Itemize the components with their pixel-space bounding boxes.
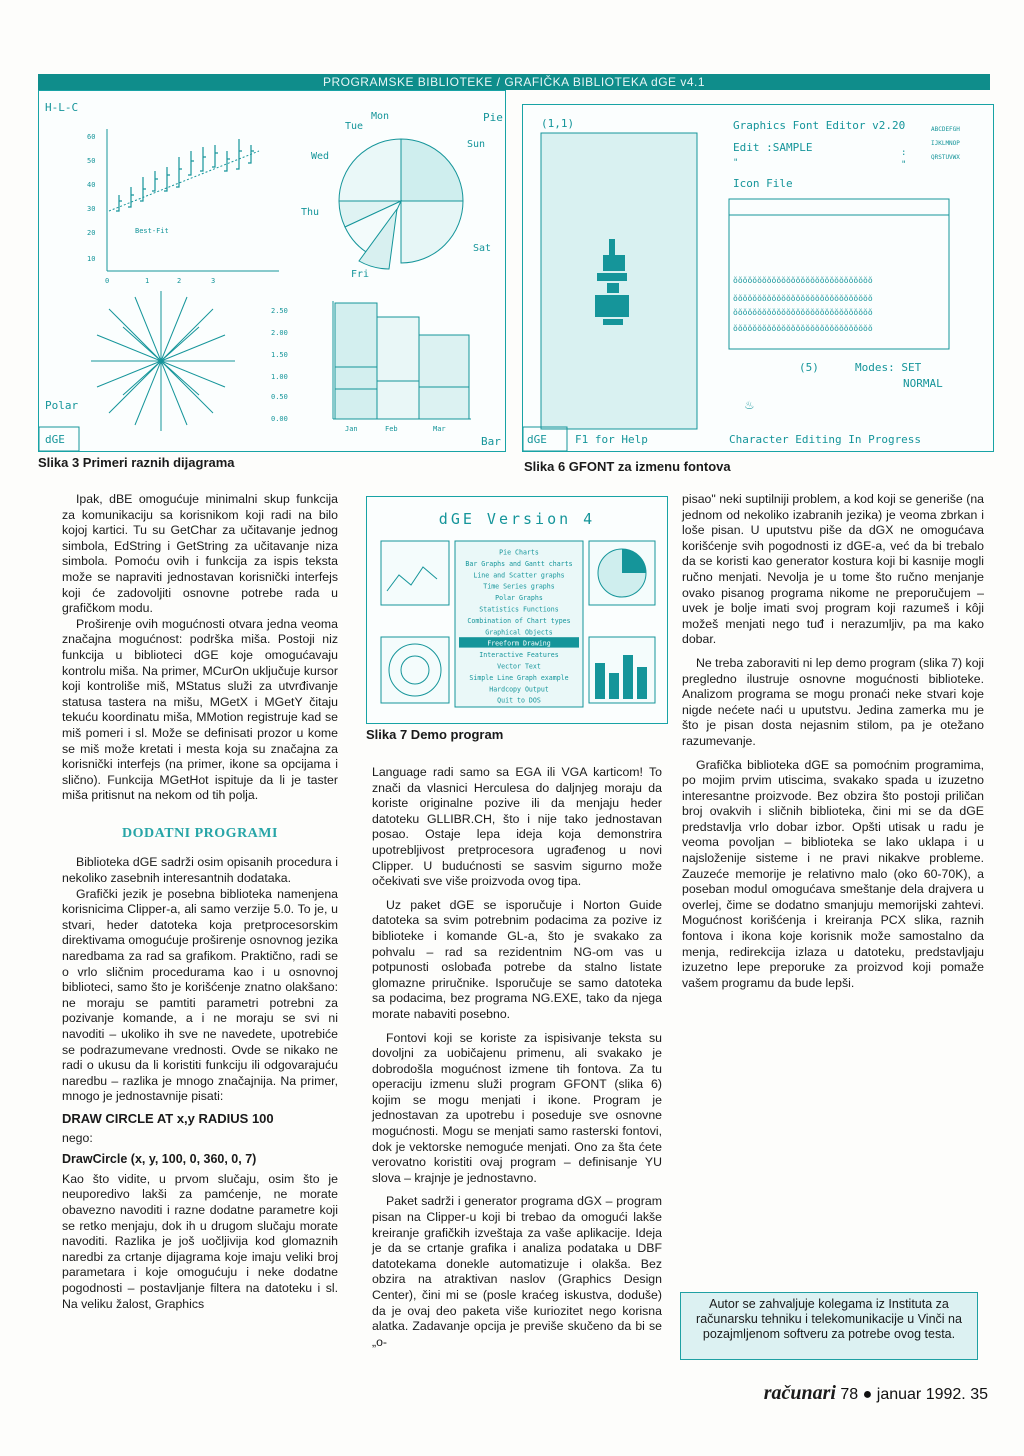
gfont-font-row: ŏŏŏŏŏŏŏŏŏŏŏŏŏŏŏŏŏŏŏŏŏŏŏŏŏŏŏŏŏ	[733, 324, 873, 333]
bar-ytick: 1.50	[271, 351, 288, 359]
gfont-alpha-row: IJKLMNOP	[931, 140, 960, 147]
menu-item[interactable]: Quit to DOS	[497, 696, 541, 705]
bar-xtick: Mar	[433, 425, 446, 433]
figure-3-caption: Slika 3 Primeri raznih dijagrama	[38, 455, 235, 470]
issue-date: januar 1992.	[876, 1386, 966, 1403]
column-3	[682, 492, 984, 991]
hlc-ytick: 60	[87, 133, 96, 141]
gfont-normal: NORMAL	[903, 377, 943, 390]
gfont-edit: Edit :SAMPLE	[733, 141, 813, 154]
bar-ytick: 0.50	[271, 393, 288, 401]
hlc-x-ticks	[105, 277, 215, 285]
menu-item[interactable]: Time Series graphs	[483, 582, 555, 591]
gfont-status: Character Editing In Progress	[729, 433, 922, 446]
hlc-ytick: 50	[87, 157, 96, 165]
figure-3-charts	[38, 90, 506, 452]
code-line: DRAW CIRCLE AT x,y RADIUS 100	[62, 1110, 274, 1126]
menu-item[interactable]: Polar Graphs	[495, 594, 543, 603]
polar-label: Polar	[45, 399, 79, 412]
pie-label-fri: Fri	[351, 269, 370, 280]
gfont-coords: (1,1)	[541, 117, 575, 130]
demo-title: dGE Version 4	[438, 510, 596, 528]
paragraph: Proširenje ovih mogućnosti otvara jedna veoma značajna mogućnost: podrška miša. Postoji niz funkcija u biblioteci dGE koje omogućavaju kontrolu miša. Na primer, MCurOn uključuje kursor koji kontroliše miš, MStatus služi za utvrđivanje statusa tastera na mišu, MGetX i MGetY čitaju tekuću koordinatu miša, MMotion registruje kad se miš pomeri i sl. Može se definisati prozor u kome se miš može kretati i mesta koja su značajna za korisnički interfejs (na primer, ikone sa opcijama i slično). Funkcija MGetHot ispituje da li je taster miša pritisnut na nekom od tih polja.	[62, 616, 338, 803]
hlc-ytick: 30	[87, 205, 96, 213]
section-banner: PROGRAMSKE BIBLIOTEKE / GRAFIČKA BIBLIOTEKA dGE v4.1	[38, 74, 990, 90]
gfont-mark: "	[901, 160, 907, 170]
paragraph: Ne treba zaboraviti ni lep demo program (slika 7) koji pregledno ilustruje osnovne mogućnosti biblioteke. Analizom programa se mogu pronaći neke stvari koje nigde nećete naći u uputstvu. Jedina zamerka mu je što je pisan dosta nejasnim stilom, pa je otežano razumevanje.	[682, 655, 984, 748]
pie-label-sun: Sun	[467, 139, 486, 150]
bar-jan	[335, 303, 377, 419]
pie-label-thu: Thu	[301, 207, 320, 218]
hlc-ytick: 10	[87, 255, 96, 263]
bar-ytick: 1.00	[271, 373, 288, 381]
hlc-y-ticks	[87, 133, 95, 263]
gfont-font-row: ŏŏŏŏŏŏŏŏŏŏŏŏŏŏŏŏŏŏŏŏŏŏŏŏŏŏŏŏŏ	[733, 276, 873, 285]
paragraph: Paket sadrži i generator programa dGX – program pisan na Clipper-u koji bi trebao da omogući lakše kreiranje grafičkih izveštaja za vaše aplikacije. Ideja je da se crtanje grafika i analiza podataka u DBF datotekama donekle automatizuje i olakša. Bez obzira na atraktivan naslov (Graphics Design Center), čini mi se (posle kraćeg iskustva, doduše) da je ovaj deo paketa više kuriozitet nego korisna alatka. Zadavanje opcija je previše skučeno da bi se „o-	[372, 1194, 662, 1349]
pie-label-mon: Mon	[371, 111, 390, 122]
gfont-help: F1 for Help	[575, 433, 648, 446]
pie-label-tue: Tue	[345, 121, 364, 132]
gfont-corner: dGE	[527, 433, 547, 446]
demo-line-chart	[381, 541, 449, 605]
paragraph: Kao što vidite, u prvom slučaju, osim što je neuporedivo lakši za pamćenje, ne morate obavezno navoditi i razne dodatne parametre koji se retko menjaju, dok ih u drugom slučaju morate navoditi. Razlika je još uočljivija kod glomaznih naredbi za crtanje dijagrama koje imaju veliki broj parametara i koje omogućuju i neke dodatne pogodnosti – postavljanje filtera na datoteku i sl. Na veliku žalost, Graphics	[62, 1171, 338, 1311]
hlc-xtick: 1	[145, 277, 150, 285]
figure-6-caption: Slika 6 GFONT za izmenu fontova	[524, 459, 731, 474]
bar-xtick: Feb	[385, 425, 398, 433]
menu-item[interactable]: Simple Line Graph example	[469, 673, 569, 682]
menu-item[interactable]: Interactive Features	[479, 651, 559, 660]
pie-chart	[339, 139, 463, 269]
bar-columns	[335, 303, 469, 419]
figure-6-svg	[523, 105, 993, 451]
code-line: DrawCircle (x, y, 100, 0, 360, 0, 7)	[62, 1152, 257, 1167]
menu-item[interactable]: Line and Scatter graphs	[473, 571, 565, 580]
figure-6-gfont	[522, 104, 994, 452]
paragraph: nego:	[62, 1130, 93, 1145]
gfont-font-row: ŏŏŏŏŏŏŏŏŏŏŏŏŏŏŏŏŏŏŏŏŏŏŏŏŏŏŏŏŏ	[733, 308, 873, 317]
page-number: 35	[970, 1386, 988, 1403]
gfont-mark: "	[733, 158, 739, 168]
hlc-label: H-L-C	[45, 101, 79, 114]
menu-item[interactable]: Hardcopy Output	[489, 685, 549, 694]
gfont-count: (5)	[799, 361, 819, 374]
gfont-mark: :	[901, 148, 907, 158]
figure-7-demo	[366, 496, 668, 724]
hlc-xtick: 0	[105, 277, 110, 285]
paragraph: pisao" neki suptilniji problem, a kod koji se generiše (na jednom od nekoliko izabranih jezika) je veoma zbrkan i loše pisan. U uputstvu piše da dGX ne omogućava korišćenje svih pogodnosti iz dGE-a, već da bi trebalo da se koristi kao generator kostura koji bi kasnije mogli ručno menjati. Nevolja je u tome što ručno menjanje ovako pisanog programa nikome ne preporučujem – uvek je bolje imati svoj program koji razumeš i kôji možeš menjati nego tuđ i nerazumljiv, pa ma kako dobar.	[682, 492, 984, 647]
hlc-xtick: 3	[211, 277, 216, 285]
menu-item[interactable]: Graphical Objects	[485, 628, 553, 637]
paragraph: Fontovi koji se koriste za ispisivanje teksta su dovoljni za uobičajenu primenu, ali svakako je dobrodošla mogućnost izmene tih fontova. Za tu operaciju izmenu služi program GFONT (slika 6) kojim se mogu menjati i ikone. Program je jednostavan za upotrebu i poseduje sve osnovne mogućnosti. Mogu se menjati samo rasterski fontovi, dok je vektorske nemoguće menjati. Ono za šta ćete verovatno koristiti ovaj program – definisanje YU slova – krajnje je jednostavno.	[372, 1030, 662, 1185]
bar-label: Bar	[481, 435, 501, 448]
bar-ytick: 2.50	[271, 307, 288, 315]
pie-slice-sat	[401, 201, 463, 263]
menu-item[interactable]: Vector Text	[497, 662, 541, 671]
menu-item[interactable]: Freeform Drawing	[487, 639, 551, 648]
column-2	[372, 765, 662, 1350]
pie-slice-sun	[401, 139, 463, 201]
column-1	[62, 492, 338, 1312]
menu-item[interactable]: Bar Graphs and Gantt charts	[465, 559, 573, 568]
menu-item[interactable]: Pie Charts	[499, 548, 539, 557]
pie-label-sat: Sat	[473, 243, 492, 254]
figure-7-caption: Slika 7 Demo program	[366, 727, 504, 742]
pie-slice-mon	[339, 139, 401, 201]
bar-feb	[377, 317, 419, 419]
paragraph: Uz paket dGE se isporučuje i Norton Guide datoteka sa svim potrebnim podacima za pozive iz biblioteke i komande GL-a, što je svakako za pohvalu – rad sa rezidentnim NG-om vas u potpunosti oslobađa potrebe da stalno listate glomazne priručnike. Isporučuje se samo datoteka sa podacima, bez programa NG.EXE, tako da njega morate nabaviti posebno.	[372, 897, 662, 1021]
gfont-alpha-row: ABCDEFGH	[931, 126, 960, 133]
corner-label: dGE	[45, 433, 65, 446]
pie-label-wed: Wed	[311, 151, 330, 162]
hlc-fit-label: Best-Fit	[135, 227, 169, 235]
gfont-font-row: ŏŏŏŏŏŏŏŏŏŏŏŏŏŏŏŏŏŏŏŏŏŏŏŏŏŏŏŏŏ	[733, 294, 873, 303]
hlc-ytick: 40	[87, 181, 96, 189]
bar-xtick: Jan	[345, 425, 358, 433]
paragraph: Ipak, dBE omogućuje minimalni skup funkcija za komunikaciju sa korisnikom koji radi na bilo kojoj kartici. Tu su GetChar za učitavanje jednog simbola, EdString i GetString za učitavanje niza simbola. Pomoću ovih i funkcija za ispis teksta može se napraviti jednostavan korisnički interfejs koji će zadovoljiti osnovne potrebe rada u grafičkom modu.	[62, 492, 338, 616]
demo-polar-thumb	[381, 637, 449, 703]
figure-3-svg	[39, 91, 505, 451]
figure-7-svg	[367, 497, 667, 723]
bar-x-ticks	[345, 425, 446, 433]
bar-ytick: 2.00	[271, 329, 288, 337]
acknowledgement-text: Autor se zahvaljuje kolegama iz Instituta za računarsku tehniku i telekomunikacije u Vinči na pozajmljenom softveru za potrebe ovog testa.	[696, 1297, 962, 1341]
magazine-brand: računari	[763, 1382, 836, 1404]
acknowledgement-box	[680, 1292, 978, 1360]
menu-item[interactable]: Combination of Chart types	[467, 616, 571, 625]
bar-mar	[419, 335, 469, 419]
page-footer	[712, 1382, 988, 1405]
flame-icon: ♨	[745, 397, 754, 413]
polar-chart	[91, 291, 235, 431]
bar-ytick: 0.00	[271, 415, 288, 423]
paragraph: Grafička biblioteka dGE sa pomoćnim programima, po mojim prvim utiscima, svakako spada u izuzetno interesantne proizvode. Bez obzira što postoji priličan broj ovakvih i sličnih biblioteka, čini mi se da dGE predstavlja vrlo dobar izbor. Opšti utisak u radu je veoma povoljan – biblioteka se lako uklapa i u najsloženije sisteme i ne pravi nikakve probleme. Zauzeće memorije je relativno malo (oko 60-70K), a poseban modul omogućava smeštanje dela drajvera u overlej, čime se dodatno smanjuju memorijski zahtevi. Mogućnost korišćenja i kreiranja PCX slika, raznih fontova i ikona koje korisnik može samostalno da menja, redirekcija izlaza u datoteku, predstavljaju izuzetno lepe preporuke za proizvod koji pomaže vašem programu da bude lepši.	[682, 757, 984, 990]
gfont-alpha-row: QRSTUVWX	[931, 154, 960, 161]
section-heading: DODATNI PROGRAMI	[122, 825, 278, 841]
paragraph: Grafički jezik je posebna biblioteka namenjena korisnicima Clipper-a, ali samo verzije 5.0. To je, u stvari, heder datoteka koja pretprocesorskim direktivama omogućuje proširenje osnovnog jezika naredbama za rad sa grafikom. Praktično, radi se o vrlo sličnim procedurama kao i u osnovnoj biblioteci, samo što je korišćenje znatno olakšano: ne moraju se pamtiti parametri potrebni za pozivanje komande, a i ne moraju se svi ni navoditi – ukoliko ih sve ne navedete, upotrebiće se podrazumevane vrednosti. Ovde se nikako ne radi o ukusu da li koristiti funkciju ili odgovarajuću naredbu – razlika je mnogo značajnija. Na primer, mnogo je jednostavnije pisati:	[62, 886, 338, 1104]
gfont-icon-file: Icon File	[733, 177, 793, 190]
bar-y-ticks	[271, 307, 288, 423]
hlc-xtick: 2	[177, 277, 182, 285]
hlc-ytick: 20	[87, 229, 96, 237]
paragraph: Language radi samo sa EGA ili VGA karticom! To znači da vlasnici Herculesa do daljnjeg moraju da koriste originalne pozive ili da menjaju heder datoteku GLLIBR.CH, što i nije tako jednostavan posao. Ostaje lepa ideja koja demonstrira upotrebljivost pretprocesora ugrađenog u novi Clipper. U budućnosti se sasvim sigurno može očekivati sve više proizvoda ovog tipa.	[372, 765, 662, 889]
menu-item[interactable]: Statistics Functions	[479, 605, 559, 614]
gfont-font-rows	[733, 276, 873, 333]
gfont-title: Graphics Font Editor v2.20	[733, 119, 906, 132]
gfont-modes: Modes: SET	[855, 361, 922, 374]
issue-number: 78	[840, 1386, 859, 1403]
bullet-separator: ●	[862, 1386, 873, 1403]
pie-title: Pie	[483, 111, 503, 124]
paragraph: Biblioteka dGE sadrži osim opisanih procedura i nekoliko zasebnih interesantnih dodataka.	[62, 855, 338, 886]
